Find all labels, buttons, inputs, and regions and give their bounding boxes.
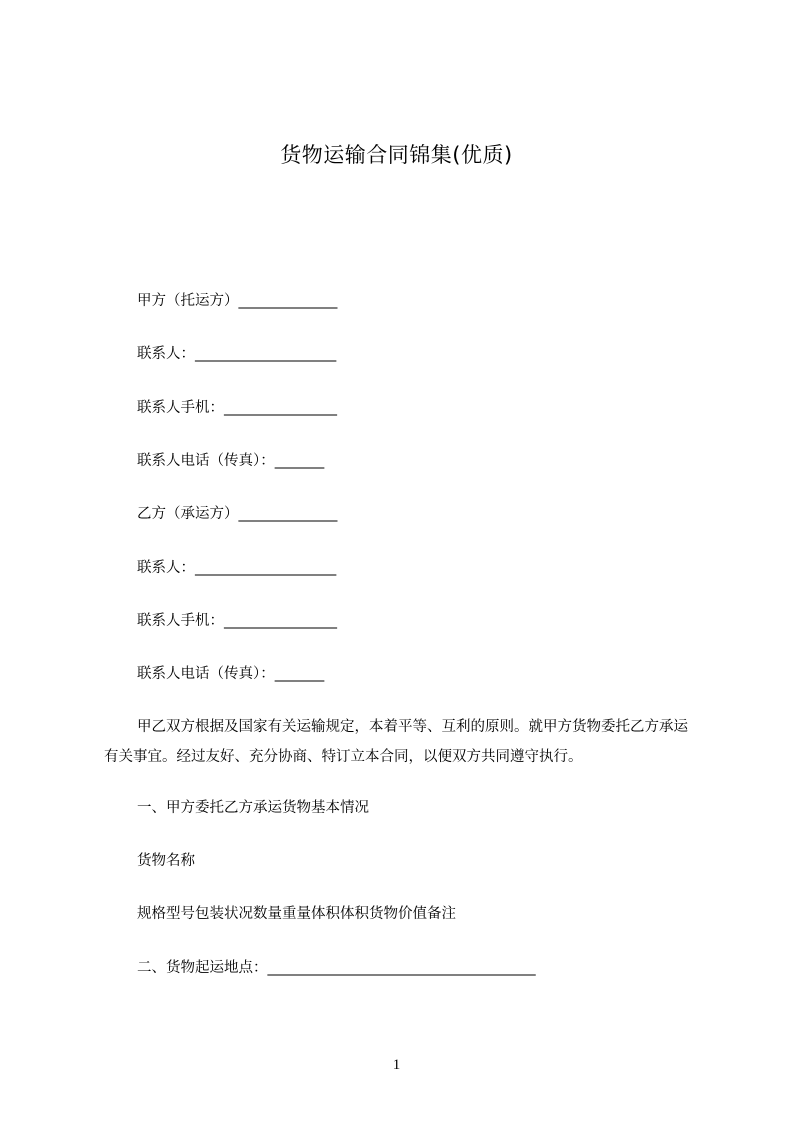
party-b-mobile-blank: ________________: [224, 613, 337, 629]
section1-heading: 一、甲方委托乙方承运货物基本情况: [137, 800, 369, 816]
party-a-contact-line: [137, 344, 336, 364]
party-b-name-line: [137, 504, 337, 524]
party-b-contact-line: [137, 558, 336, 578]
party-a-mobile-blank: ________________: [224, 400, 337, 416]
party-b-mobile-label: 联系人手机：: [137, 613, 224, 629]
party-a-contact-blank: ____________________: [195, 346, 337, 362]
document-title: 货物运输合同锦集(优质): [280, 143, 513, 167]
party-a-mobile-line: [137, 398, 337, 418]
party-b-contact-label: 联系人：: [137, 560, 195, 576]
party-a-name-blank: ______________: [238, 293, 338, 309]
section2-blank: ______________________________________: [267, 960, 536, 976]
goods-name-label: 货物名称: [137, 853, 195, 869]
intro-paragraph: 甲乙双方根据及国家有关运输规定，本着平等、互利的原则。就甲方货物委托乙方承运有关事宜。经过友好、充分协商、特订立本合同，以便双方共同遵守执行。: [104, 719, 688, 765]
section2-label: 二、货物起运地点：: [137, 960, 268, 976]
goods-columns-line: 规格型号包装状况数量重量体积体积货物价值备注: [137, 906, 456, 922]
party-b-contact-blank: ____________________: [195, 560, 337, 576]
party-b-name-label: 乙方（承运方）: [137, 506, 239, 522]
party-b-phone-label: 联系人电话（传真）：: [137, 666, 275, 682]
party-a-mobile-label: 联系人手机：: [137, 400, 224, 416]
party-a-phone-blank: _______: [274, 453, 325, 469]
party-a-contact-label: 联系人：: [137, 346, 195, 362]
party-a-name-label: 甲方（托运方）: [137, 293, 239, 309]
page-number: 1: [392, 1057, 401, 1073]
section2-line: [137, 958, 535, 978]
party-a-phone-label: 联系人电话（传真）：: [137, 453, 275, 469]
party-b-mobile-line: [137, 611, 337, 631]
party-a-phone-line: [137, 451, 324, 471]
party-b-phone-line: [137, 664, 324, 684]
party-b-name-blank: ______________: [238, 506, 338, 522]
party-b-phone-blank: _______: [274, 666, 325, 682]
party-a-name-line: [137, 291, 337, 311]
